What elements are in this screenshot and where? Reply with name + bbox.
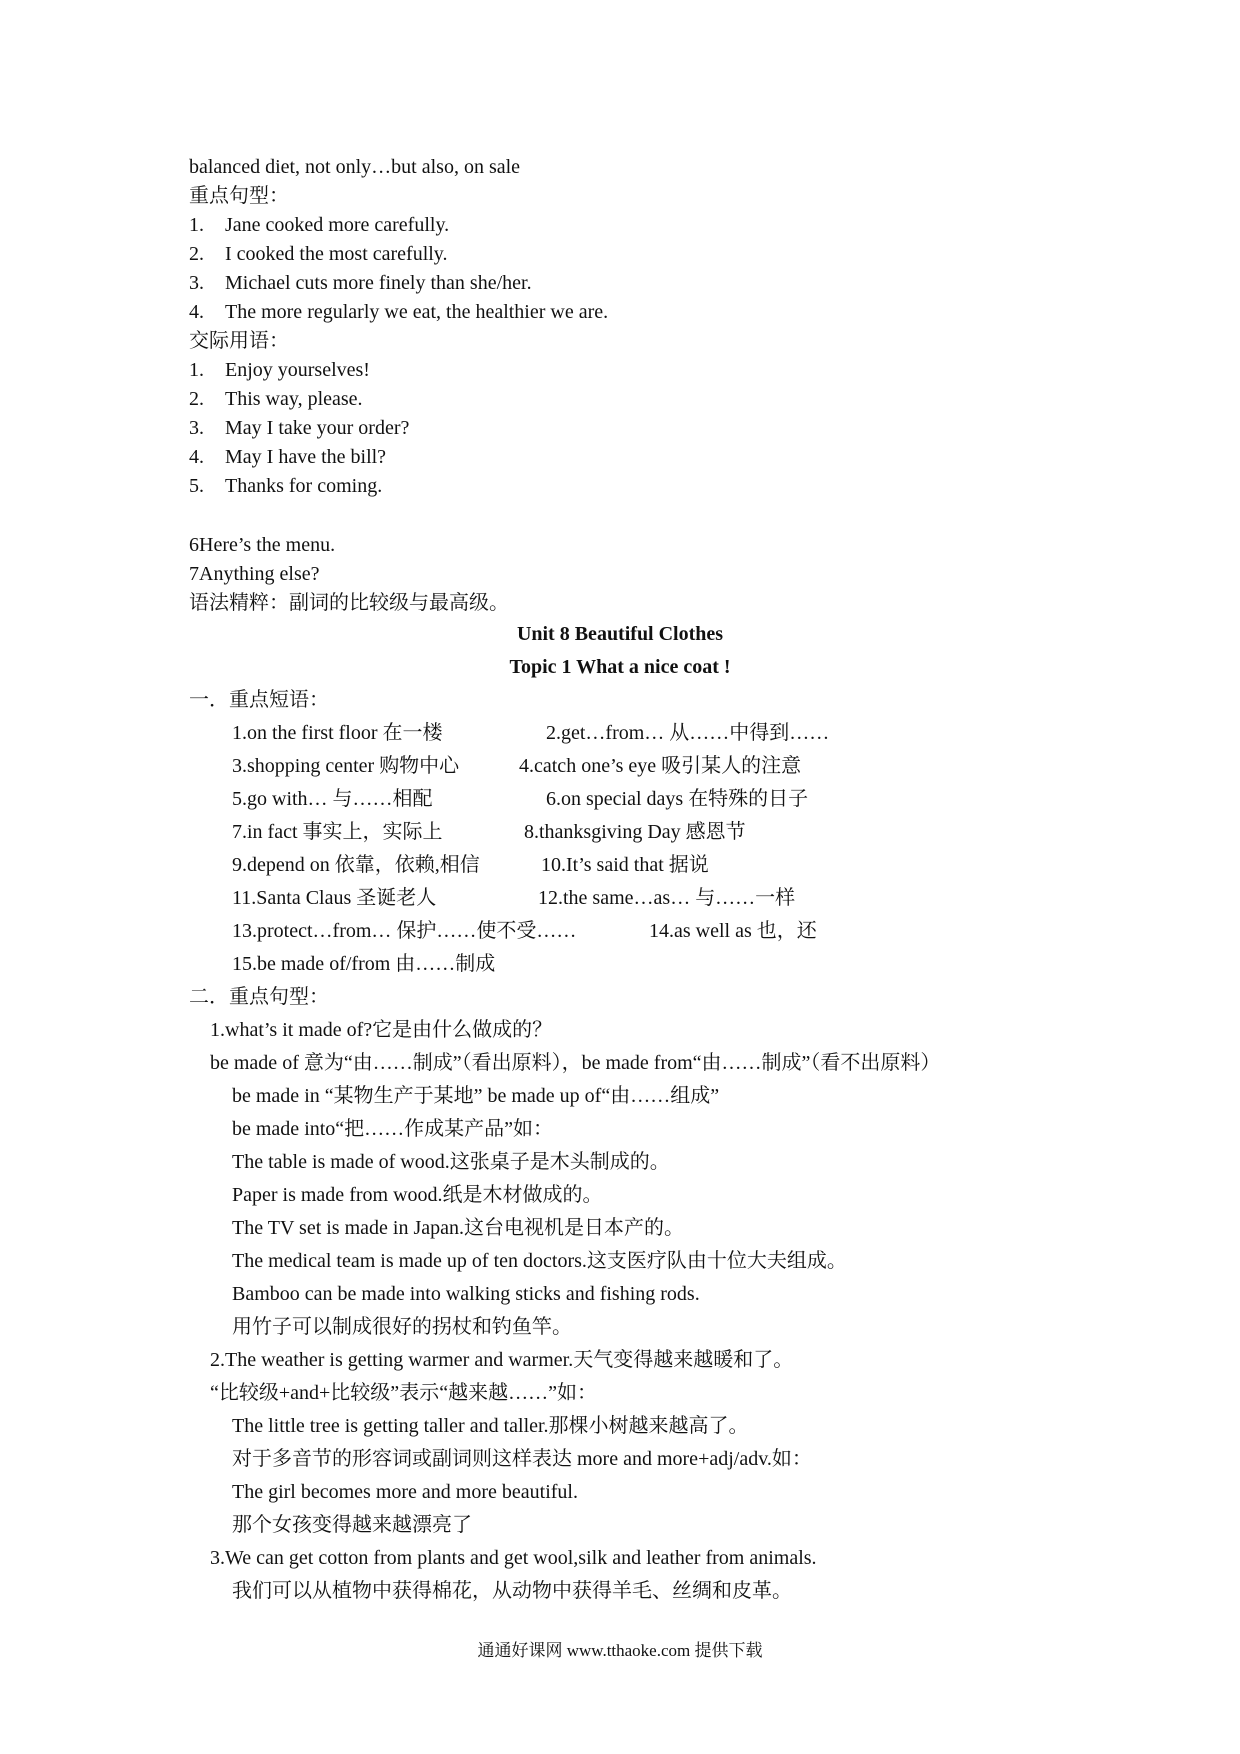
section-label: 一．重点短语： (189, 689, 329, 711)
phrase-item: 9.depend on 依靠，依赖,相信 (232, 854, 480, 876)
list-number: 3. (189, 417, 204, 439)
list-item (189, 357, 370, 383)
explanation-line: 我们可以从植物中获得棉花，从动物中获得羊毛、丝绸和皮革。 (232, 1580, 792, 1602)
phrase-item: 14.as well as 也，还 (649, 920, 817, 942)
list-text: Thanks for coming. (225, 475, 383, 497)
explanation-line: The table is made of wood.这张桌子是木头制成的。 (232, 1151, 670, 1173)
topic-title: Topic 1 What a nice coat ! (509, 656, 731, 678)
list-text: This way, please. (225, 388, 363, 410)
phrase-item: 15.be made of/from 由……制成 (232, 953, 496, 975)
phrases-tail-line: balanced diet, not only…but also, on sale (189, 156, 521, 178)
list-number: 1. (189, 359, 204, 381)
explanation-line: be made into“把……作成某产品”如： (232, 1118, 554, 1140)
explanation-line: 3.We can get cotton from plants and get wool,silk and leather from animals. (210, 1547, 817, 1569)
phrase-item: 11.Santa Claus 圣诞老人 (232, 887, 437, 909)
page-footer: 通通好课网 www.tthaoke.com 提供下载 (477, 1641, 763, 1660)
list-text: Michael cuts more finely than she/her. (225, 272, 532, 294)
list-text: Enjoy yourselves! (225, 359, 370, 381)
explanation-line: The little tree is getting taller and taller.那棵小树越来越高了。 (232, 1415, 749, 1437)
explanation-line: 对于多音节的形容词或副词则这样表达 more and more+adj/adv.如： (232, 1448, 812, 1470)
phrase-item: 7.in fact 事实上，实际上 (232, 821, 443, 843)
phrase-item: 2.get…from… 从……中得到…… (546, 722, 830, 744)
phrase-item: 4.catch one’s eye 吸引某人的注意 (519, 755, 802, 777)
list-number: 5. (189, 475, 204, 497)
list-item (189, 473, 382, 499)
key-sentences-label: 重点句型： (189, 185, 289, 207)
list-item (189, 299, 608, 325)
list-text: May I take your order? (225, 417, 410, 439)
list-text: I cooked the most carefully. (225, 243, 448, 265)
explanation-line: Bamboo can be made into walking sticks and fishing rods. (232, 1283, 700, 1305)
explanation-line: The medical team is made up of ten doctors.这支医疗队由十位大夫组成。 (232, 1250, 847, 1272)
list-text: May I have the bill? (225, 446, 387, 468)
explanation-line: “比较级+and+比较级”表示“越来越……”如： (210, 1382, 597, 1404)
phrase-item: 12.the same…as… 与……一样 (538, 887, 796, 909)
explanation-line: 用竹子可以制成很好的拐杖和钓鱼竿。 (232, 1316, 572, 1338)
list-item (189, 415, 409, 441)
list-item (189, 386, 363, 412)
list-number: 2. (189, 243, 204, 265)
phrase-item: 5.go with… 与……相配 (232, 788, 433, 810)
list-number: 4. (189, 301, 204, 323)
phrase-item: 8.thanksgiving Day 感恩节 (524, 821, 746, 843)
list-item (189, 241, 448, 267)
explanation-line: be made of 意为“由……制成”（看出原料），be made from“由……制成”（看不出原料） (210, 1052, 941, 1074)
list-text: Jane cooked more carefully. (225, 214, 450, 236)
list-item (189, 212, 449, 238)
explanation-line: 2.The weather is getting warmer and warmer.天气变得越来越暖和了。 (210, 1349, 794, 1371)
extra-line: 6Here’s the menu. (189, 534, 336, 556)
explanation-line: Paper is made from wood.纸是木材做成的。 (232, 1184, 603, 1206)
list-number: 3. (189, 272, 204, 294)
phrase-item: 3.shopping center 购物中心 (232, 755, 460, 777)
list-item (189, 444, 386, 470)
explanation-line: 1.what’s it made of?它是由什么做成的？ (210, 1019, 553, 1041)
section-label: 二．重点句型： (189, 986, 329, 1008)
explanation-line: The girl becomes more and more beautiful. (232, 1481, 578, 1503)
phrase-item: 1.on the first floor 在一楼 (232, 722, 443, 744)
list-number: 4. (189, 446, 204, 468)
list-text: The more regularly we eat, the healthier we are. (225, 301, 609, 323)
phrase-item: 10.It’s said that 据说 (541, 854, 709, 876)
list-number: 1. (189, 214, 204, 236)
grammar-line: 语法精粹：副词的比较级与最高级。 (189, 592, 509, 614)
list-item (189, 270, 532, 296)
explanation-line: 那个女孩变得越来越漂亮了 (232, 1514, 472, 1536)
communication-label: 交际用语： (189, 330, 289, 352)
list-number: 2. (189, 388, 204, 410)
phrase-item: 13.protect…from… 保护……使不受…… (232, 920, 577, 942)
extra-line: 7Anything else? (189, 563, 320, 585)
phrase-item: 6.on special days 在特殊的日子 (546, 788, 809, 810)
explanation-line: be made in “某物生产于某地” be made up of“由……组成” (232, 1085, 720, 1107)
unit-title: Unit 8 Beautiful Clothes (516, 623, 724, 645)
explanation-line: The TV set is made in Japan.这台电视机是日本产的。 (232, 1217, 684, 1239)
